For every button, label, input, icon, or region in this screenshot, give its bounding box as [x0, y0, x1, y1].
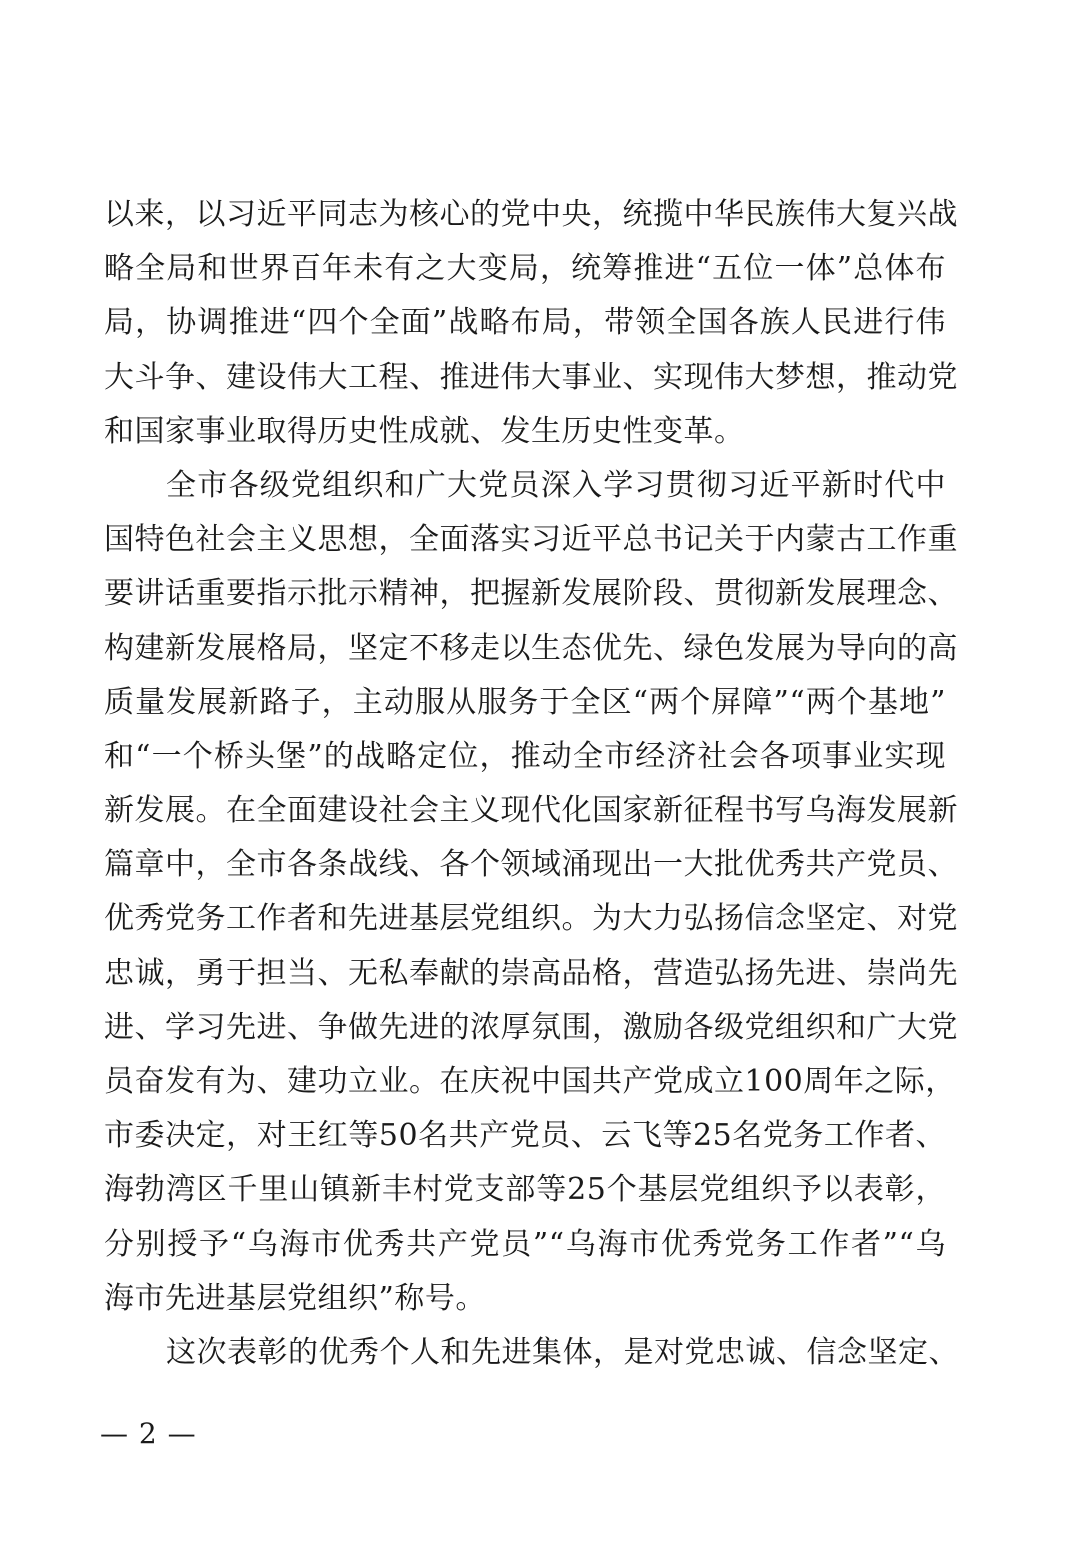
text-line: 新发展。在全面建设社会主义现代化国家新征程书写乌海发展新 — [104, 793, 958, 829]
text-line: 这次表彰的优秀个人和先进集体，是对党忠诚、信念坚定、 — [166, 1334, 959, 1370]
text-line: 要讲话重要指示批示精神，把握新发展阶段、贯彻新发展理念、 — [104, 576, 958, 612]
text-line: 局，协调推进“四个全面”战略布局，带领全国各族人民进行伟 — [104, 305, 946, 341]
text-line: 分别授予“乌海市优秀共产党员”“乌海市优秀党务工作者”“乌 — [104, 1226, 946, 1262]
text-line: 员奋发有为、建功立业。在庆祝中国共产党成立100周年之际， — [104, 1064, 956, 1099]
text-line: 进、学习先进、争做先进的浓厚氛围，激励各级党组织和广大党 — [104, 1009, 958, 1045]
paragraph-3 — [104, 1326, 959, 1380]
paragraph-1 — [104, 188, 958, 459]
text-line: 优秀党务工作者和先进基层党组织。为大力弘扬信念坚定、对党 — [104, 901, 958, 937]
text-line: 国特色社会主义思想，全面落实习近平总书记关于内蒙古工作重 — [104, 522, 958, 558]
text-line: 质量发展新路子，主动服从服务于全区“两个屏障”“两个基地” — [104, 684, 946, 720]
text-line: 以来，以习近平同志为核心的党中央，统揽中华民族伟大复兴战 — [104, 197, 958, 232]
text-line: 海市先进基层党组织”称号。 — [104, 1280, 486, 1316]
text-line: 构建新发展格局，坚定不移走以生态优先、绿色发展为导向的高 — [104, 630, 958, 666]
text-line: 略全局和世界百年未有之大变局，统筹推进“五位一体”总体布 — [104, 251, 946, 287]
page-number: — 2 — — [100, 1417, 197, 1450]
text-line: 和“一个桥头堡”的战略定位，推动全市经济社会各项事业实现 — [104, 738, 946, 774]
text-line: 市委决定，对王红等50名共产党员、云飞等25名党务工作者、 — [104, 1118, 946, 1154]
text-line: 海勃湾区千里山镇新丰村党支部等25个基层党组织予以表彰， — [104, 1172, 946, 1208]
body-text — [104, 188, 959, 1380]
text-line: 大斗争、建设伟大工程、推进伟大事业、实现伟大梦想，推动党 — [104, 359, 958, 395]
text-line: 和国家事业取得历史性成就、发生历史性变革。 — [104, 413, 745, 449]
paragraph-2 — [104, 459, 958, 1326]
text-line: 篇章中，全市各条战线、各个领域涌现出一大批优秀共产党员、 — [104, 847, 958, 883]
text-line: 全市各级党组织和广大党员深入学习贯彻习近平新时代中 — [166, 467, 946, 503]
text-line: 忠诚，勇于担当、无私奉献的崇高品格，营造弘扬先进、崇尚先 — [104, 955, 958, 991]
